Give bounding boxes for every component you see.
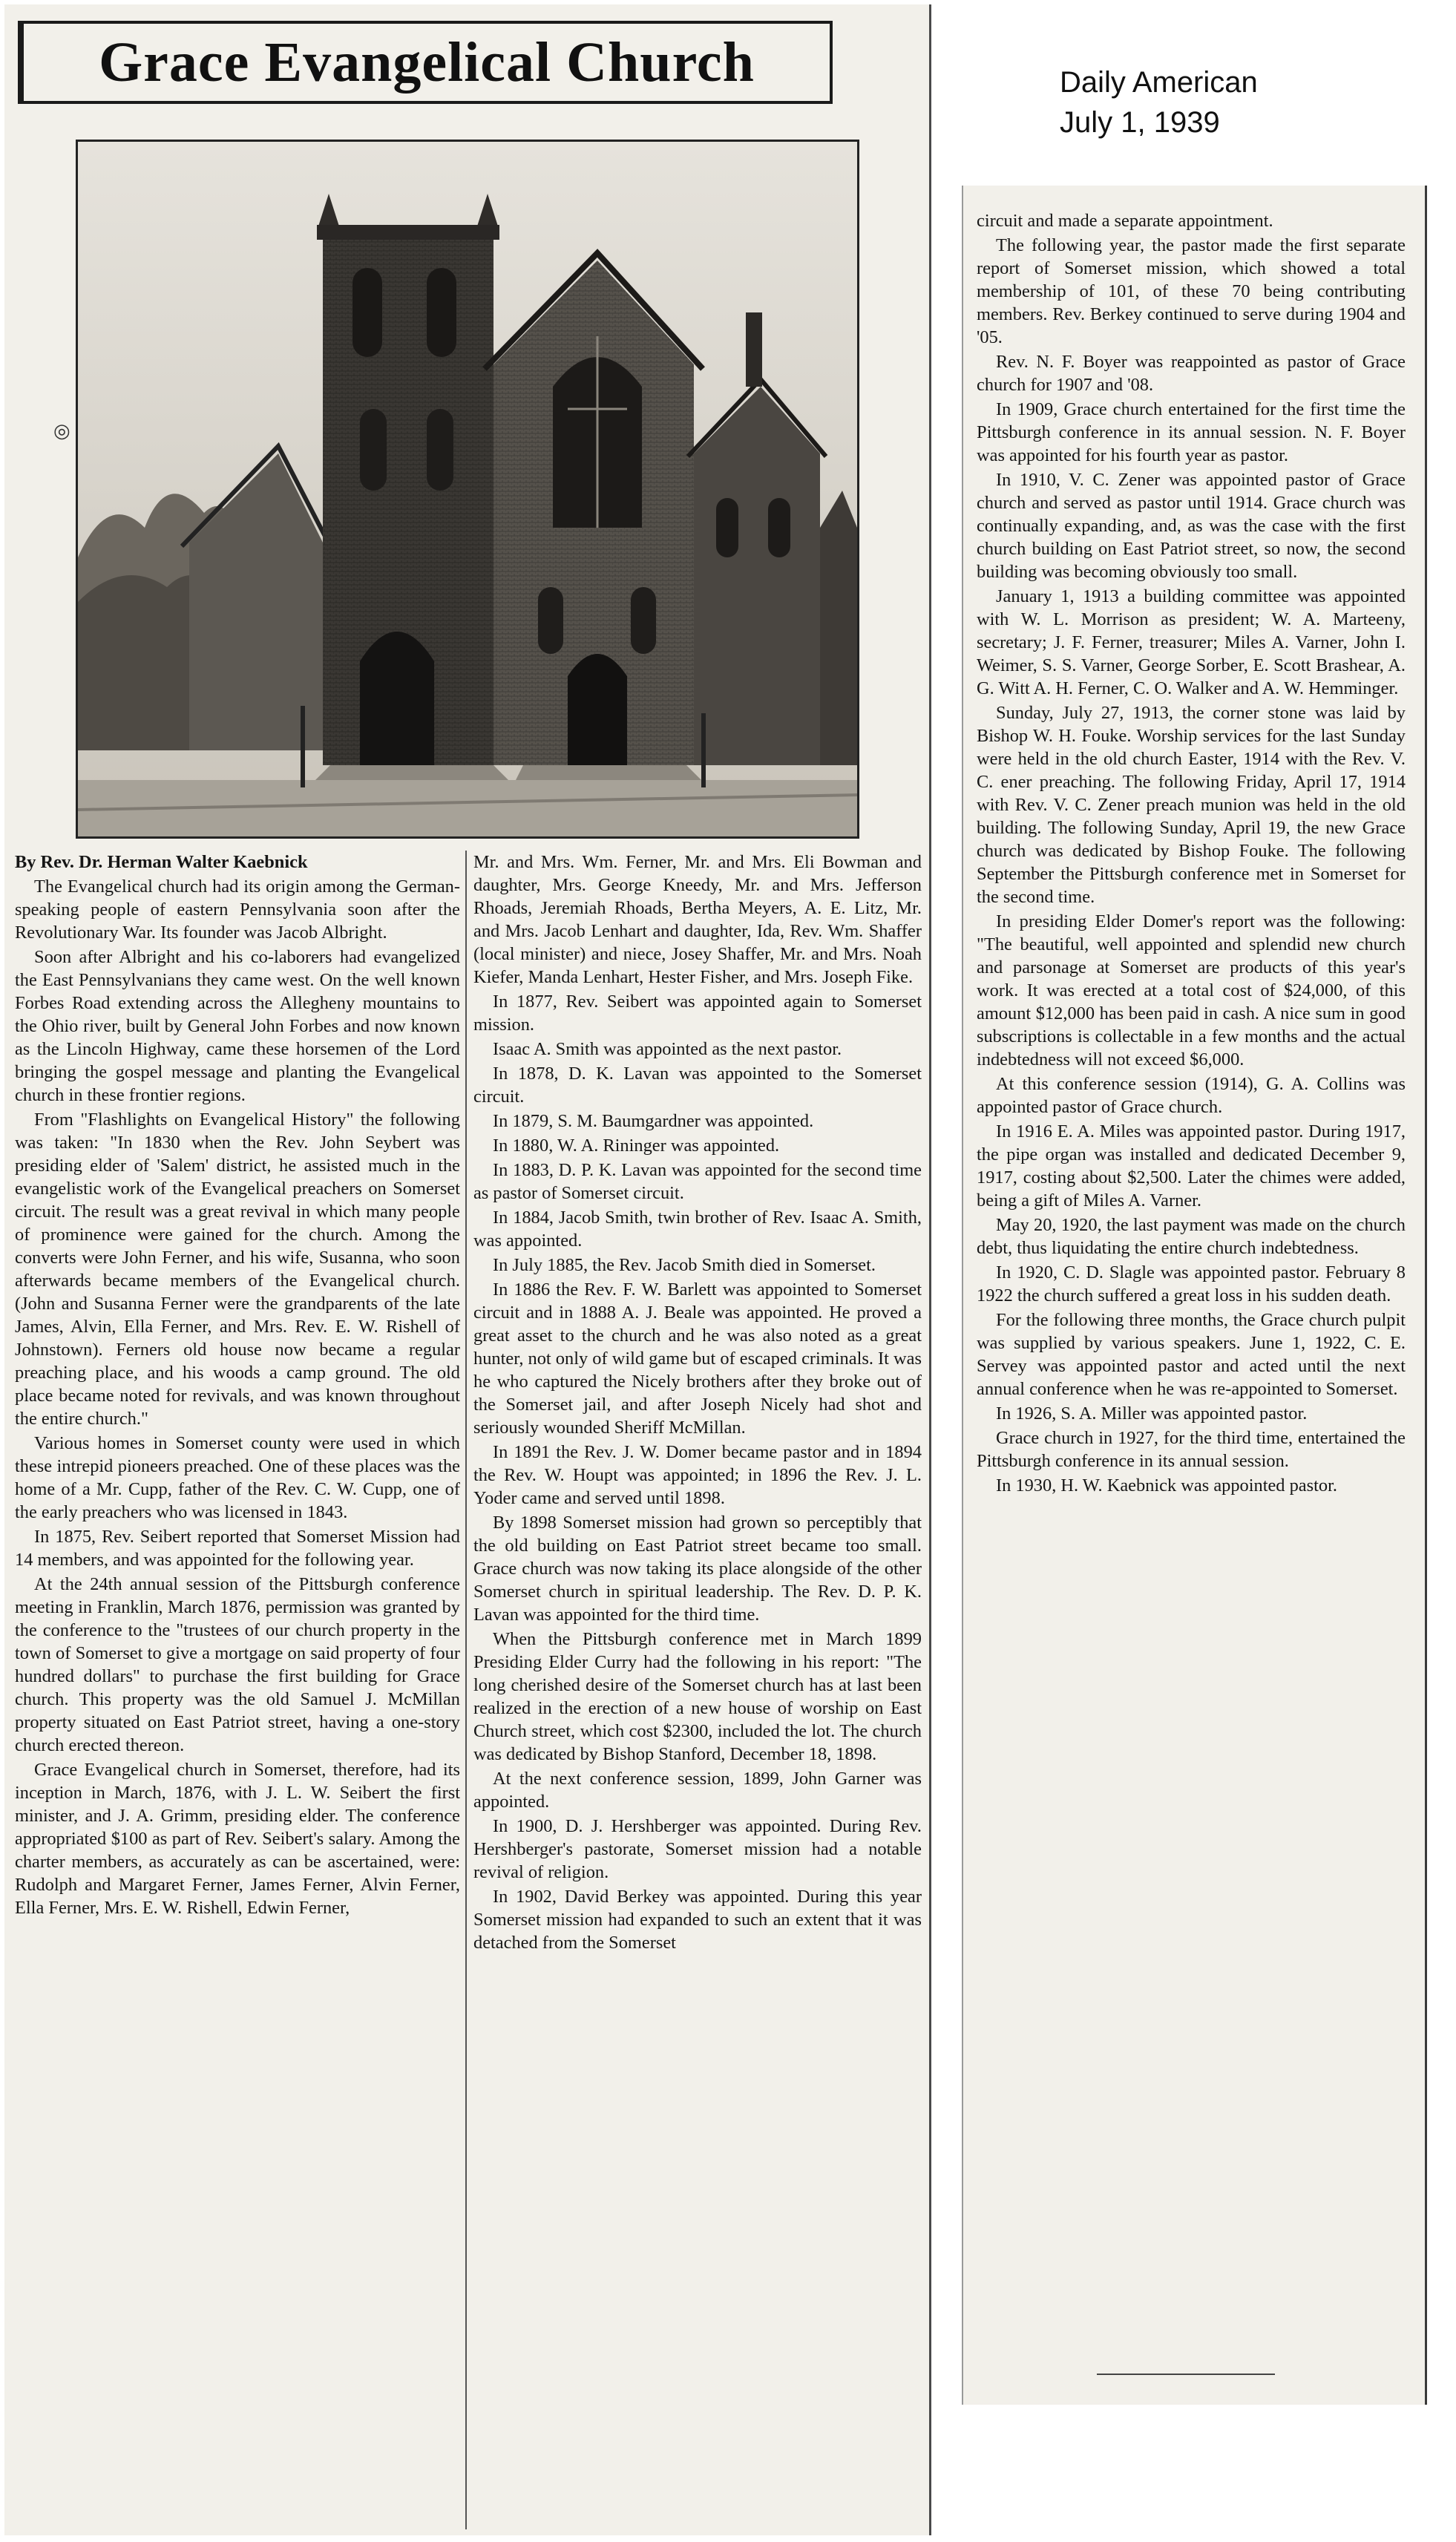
paragraph: In 1875, Rev. Seibert reported that Somerset Mission had 14 members, and was appointed for the following year. xyxy=(15,1527,460,1570)
paragraph: In 1916 E. A. Miles was appointed pastor. During 1917, the pipe organ was installed and dedicated December 9, 1917, costing about $2,500. Later the chimes were added, being a gift of Miles A. Varner. xyxy=(977,1121,1406,1211)
paragraph: At this conference session (1914), G. A. Collins was appointed pastor of Grace church. xyxy=(977,1074,1406,1117)
paragraph: At the next conference session, 1899, John Garner was appointed. xyxy=(473,1769,922,1812)
paragraph: In 1891 the Rev. J. W. Domer became pastor and in 1894 the Rev. W. Houpt was appointed; in 1896 the Rev. J. L. Yoder came and served until 1898. xyxy=(473,1442,922,1508)
article-column-2 xyxy=(473,851,922,2529)
paragraph: In 1884, Jacob Smith, twin brother of Rev. Isaac A. Smith, was appointed. xyxy=(473,1208,922,1251)
paragraph: Grace church in 1927, for the third time, entertained the Pittsburgh conference in its annual session. xyxy=(977,1428,1406,1471)
article-column-3 xyxy=(977,209,1406,1498)
headline-box xyxy=(18,21,833,104)
paragraph: In July 1885, the Rev. Jacob Smith died in Somerset. xyxy=(493,1255,876,1275)
paragraph: In 1880, W. A. Rininger was appointed. xyxy=(493,1136,780,1156)
paragraph: In 1883, D. P. K. Lavan was appointed for the second time as pastor of Somerset circuit. xyxy=(473,1160,922,1203)
church-photo xyxy=(76,140,859,839)
paragraph: In 1879, S. M. Baumgardner was appointed. xyxy=(493,1111,814,1131)
paragraph: When the Pittsburgh conference met in March 1899 Presiding Elder Curry had the following in his report: "The long cherished desire of the Somerset church has at last been realized in the erection of a new house of worship on East Church street, which cost $2300, included the lot. The church was dedicated by Bishop Stanford, December 18, 1898. xyxy=(473,1629,922,1764)
paragraph: Grace Evangelical church in Somerset, therefore, had its inception in March, 1876, with J. L. W. Seibert the first minister, and J. A. Grimm, presiding elder. The conference appropriated $100 as part of Rev. Seibert's salary. Among the charter members, as accurately as can be ascertained, were: Rudolph and Margaret Ferner, James Ferner, Alvin Ferner, Ella Ferner, Mrs. E. W. Rishell, Edwin Ferner, xyxy=(15,1760,460,1918)
paragraph: At the 24th annual session of the Pittsburgh conference meeting in Franklin, March 1876, permission was granted by the conference to the "trustees of our church property in the town of Somerset to give a mortgage on said property of four hundred dollars" to purchase the first building for Grace church. This property was the old Samuel J. McMillan property situated on East Patriot street, having a one-story church erected thereon. xyxy=(15,1574,460,1755)
margin-mark: ◎ xyxy=(53,420,70,442)
column-divider xyxy=(465,851,467,2529)
paragraph: Isaac A. Smith was appointed as the next pastor. xyxy=(493,1039,842,1059)
paragraph: Rev. N. F. Boyer was reappointed as pastor of Grace church for 1907 and '08. xyxy=(977,352,1406,395)
paragraph: Soon after Albright and his co-laborers had evangelized the East Pennsylvanians they came west. On the well known Forbes Road extending across the Allegheny mountains to the Ohio river, built by General John Forbes and now known as the Lincoln Highway, came these horsemen of the Lord bringing the gospel message and planting the Evangelical church in these frontier regions. xyxy=(15,947,460,1105)
caption-date: July 1, 1939 xyxy=(1060,106,1220,139)
paragraph: In 1902, David Berkey was appointed. During this year Somerset mission had expanded to such an extent that it was detached from the Somerset xyxy=(473,1887,922,1953)
article-byline: By Rev. Dr. Herman Walter Kaebnick xyxy=(15,852,308,872)
paragraph: In 1878, D. K. Lavan was appointed to the Somerset circuit. xyxy=(473,1064,922,1107)
newspaper-clipping-continuation xyxy=(962,186,1427,2405)
paragraph: Sunday, July 27, 1913, the corner stone was laid by Bishop W. H. Fouke. Worship services for the last Sunday were held in the old church Easter, 1914 with the Rev. V. C. ener preaching. The following Friday, April 17, 1914 with Rev. V. C. Zener preach munion was held in the old building. The following Sunday, April 19, the new Grace church was dedicated by Bishop Fouke. The following September the Pittsburgh conference met in Somerset for the second time. xyxy=(977,703,1406,907)
article-column-1 xyxy=(15,851,460,2529)
paragraph: May 20, 1920, the last payment was made on the church debt, thus liquidating the entire church indebtedness. xyxy=(977,1215,1406,1258)
paragraph: In 1920, C. D. Slagle was appointed pastor. February 8 1922 the church suffered a great loss in his sudden death. xyxy=(977,1262,1406,1306)
article-headline: Grace Evangelical Church xyxy=(99,30,755,94)
paragraph: January 1, 1913 a building committee was appointed with W. L. Morrison as president; W. A. Marteeny, secretary; J. F. Ferner, treasurer; Miles A. Varner, John I. Weimer, S. S. Varner, George Sorber, E. Scott Brashear, A. G. Witt A. H. Ferner, C. O. Walker and A. W. Hemminger. xyxy=(977,586,1406,698)
newspaper-clipping-main xyxy=(4,4,931,2535)
paragraph: In 1930, H. W. Kaebnick was appointed pastor. xyxy=(996,1475,1337,1496)
end-rule xyxy=(1097,2374,1275,2375)
paragraph: By 1898 Somerset mission had grown so perceptibly that the old building on East Patriot street became too small. Grace church was now taking its place alongside of the other Somerset church in spiritual leadership. The Rev. D. P. K. Lavan was appointed for the third time. xyxy=(473,1513,922,1625)
paragraph: In presiding Elder Domer's report was the following: "The beautiful, well appointed and splendid new church and parsonage at Somerset are products of this year's work. It was erected at a total cost of $24,000, of this amount $12,000 has been paid in cash. A nice sum in good subscriptions is collectable in a few months and the actual indebtedness will not exceed $6,000. xyxy=(977,911,1406,1069)
paragraph: The Evangelical church had its origin among the German-speaking people of eastern Pennsylvania soon after the Revolutionary War. Its founder was Jacob Albright. xyxy=(15,877,460,943)
paragraph: In 1926, S. A. Miller was appointed pastor. xyxy=(996,1403,1308,1424)
paragraph: For the following three months, the Grace church pulpit was supplied by various speakers. June 1, 1922, C. E. Servey was appointed pastor and acted until the next annual conference when he was re-appointed to Somerset. xyxy=(977,1310,1406,1399)
paragraph: In 1910, V. C. Zener was appointed pastor of Grace church and served as pastor until 1914. Grace church was continually expanding, and, as was the case with the first church building on East Patriot street, so now, the second building was becoming obviously too small. xyxy=(977,470,1406,582)
paragraph: In 1877, Rev. Seibert was appointed again to Somerset mission. xyxy=(473,992,922,1035)
paragraph: From "Flashlights on Evangelical History" the following was taken: "In 1830 when the Rev. John Seybert was presiding elder of 'Salem' district, he assisted much in the evangelistic work of the Evangelical preachers on Somerset circuit. The result was a great revival in which many people of prominence were gained for the church. Among the converts were John Ferner, and his wife, Susanna, who soon afterwards became members of the Evangelical church. (John and Susanna Ferner were the grandparents of the late James, Alvin, Ella Ferner, and Mrs. Rev. E. W. Rishell of Johnstown). Ferners old house now became a regular preaching place, and his woods a camp ground. The old place became noted for revivals, and was known throughout the entire church." xyxy=(15,1110,460,1429)
church-photo-icon xyxy=(78,142,857,836)
caption-publication: Daily American xyxy=(1060,66,1258,99)
paragraph: In 1886 the Rev. F. W. Barlett was appointed to Somerset circuit and in 1888 A. J. Beale was appointed. He proved a great asset to the church and he was also noted as a great hunter, not only of wild game but of escaped criminals. It was he who captured the Nicely brothers after they broke out of the Somerset jail, and after Joseph Nicely had shot and seriously wounded Sheriff McMillan. xyxy=(473,1280,922,1438)
paragraph: Various homes in Somerset county were used in which these intrepid pioneers preached. One of these places was the home of a Mr. Cupp, father of the Rev. C. W. Cupp, one of the early preachers who was licensed in 1843. xyxy=(15,1433,460,1522)
paragraph: In 1900, D. J. Hershberger was appointed. During Rev. Hershberger's pastorate, Somerset mission had a notable revival of religion. xyxy=(473,1816,922,1882)
paragraph: In 1909, Grace church entertained for the first time the Pittsburgh conference in its annual session. N. F. Boyer was appointed for his fourth year as pastor. xyxy=(977,399,1406,465)
paragraph: Mr. and Mrs. Wm. Ferner, Mr. and Mrs. Eli Bowman and daughter, Mrs. George Kneedy, Mr. and Mrs. Jefferson Rhoads, Jeremiah Rhoads, Bertha Meyers, A. E. Litz, Mr. and Mrs. Jacob Lenhart and daughter, Ida, Rev. Wm. Shaffer (local minister) and niece, Josey Shaffer, Mr. and Mrs. Noah Kiefer, Manda Lenhart, Hester Fisher, and Mrs. Joseph Fike. xyxy=(473,852,922,987)
paragraph: The following year, the pastor made the first separate report of Somerset mission, which showed a total membership of 101, of these 70 being contributing members. Rev. Berkey continued to serve during 1904 and '05. xyxy=(977,235,1406,347)
clipping-caption xyxy=(1060,62,1258,143)
paragraph: circuit and made a separate appointment. xyxy=(977,211,1273,231)
